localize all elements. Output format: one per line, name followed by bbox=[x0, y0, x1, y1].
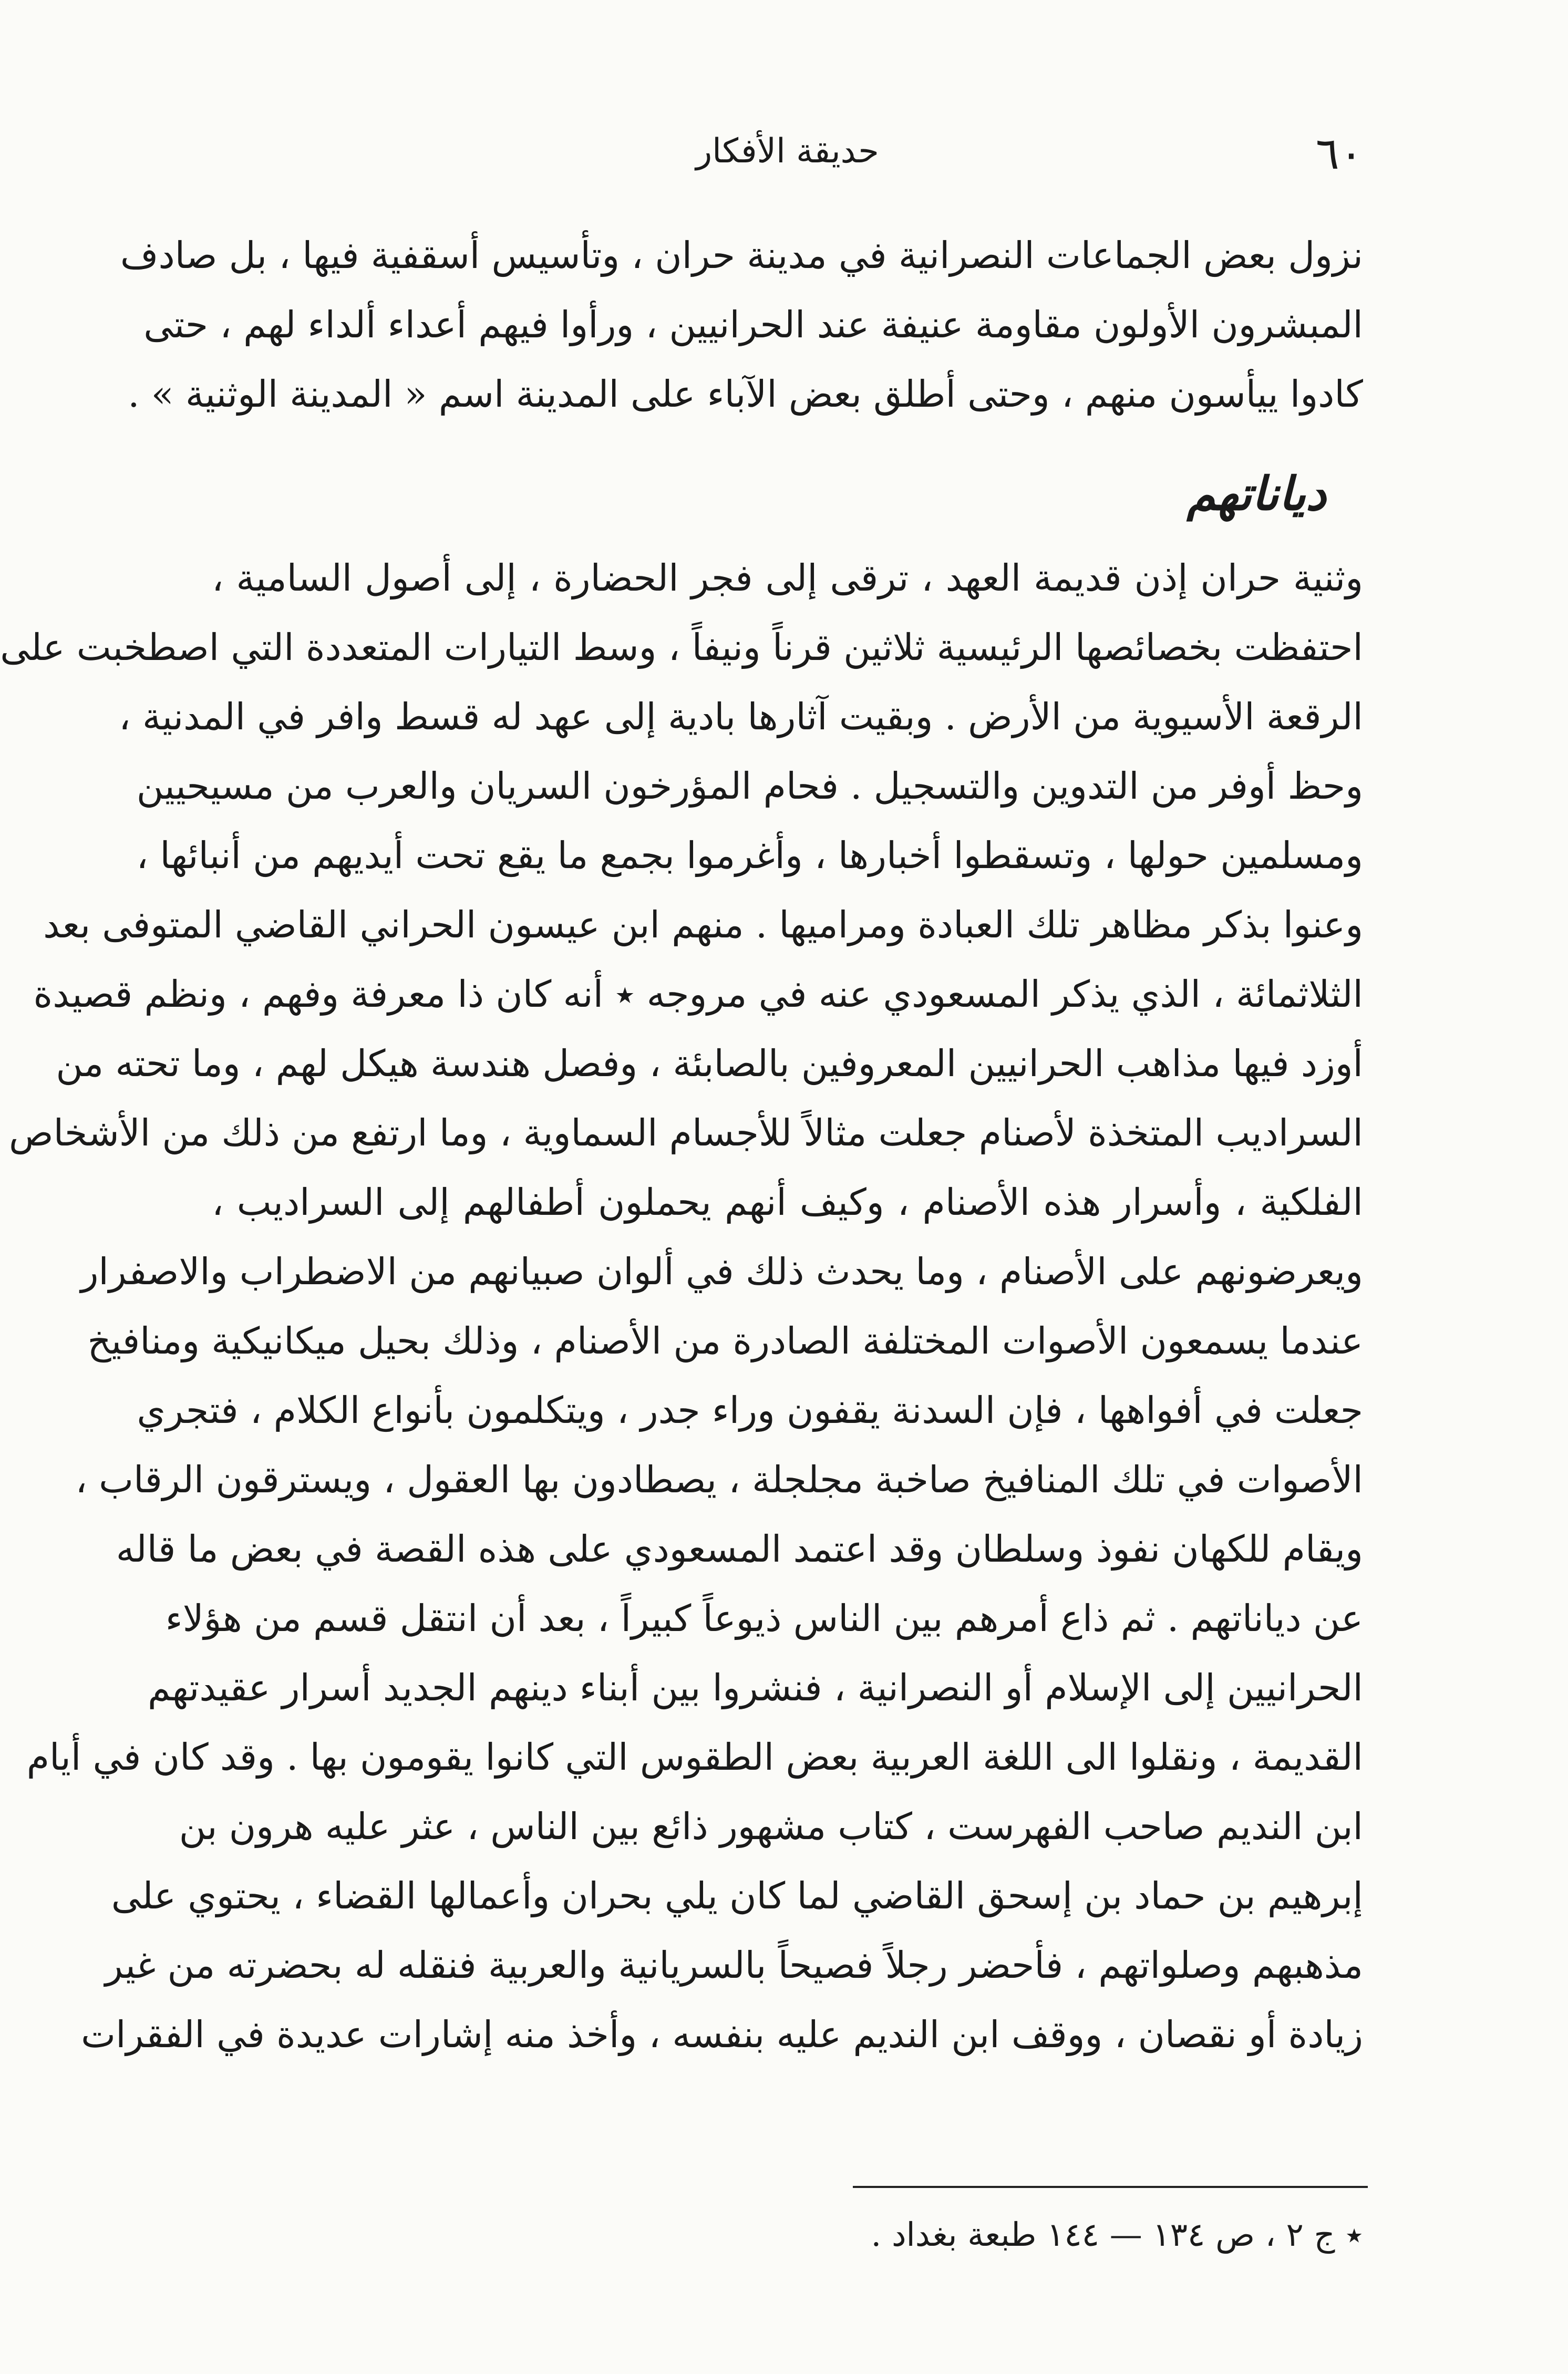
text-line: كادوا ييأسون منهم ، وحتى أطلق بعض الآباء على المدينة اسم « المدينة الوثنية » . bbox=[128, 373, 1363, 416]
text-line: أوزد فيها مذاهب الحرانيين المعروفين بالصابئة ، وفصل هندسة هيكل لهم ، وما تحته من bbox=[56, 1042, 1363, 1085]
text-line: زيادة أو نقصان ، ووقف ابن النديم عليه بنفسه ، وأخذ منه إشارات عديدة في الفقرات bbox=[81, 2013, 1363, 2056]
text-line: الأصوات في تلك المنافيخ صاخبة مجلجلة ، يصطادون بها العقول ، ويسترقون الرقاب ، bbox=[75, 1458, 1363, 1501]
text-line: الفلكية ، وأسرار هذه الأصنام ، وكيف أنهم يحملون أطفالهم إلى السراديب ، bbox=[212, 1181, 1363, 1224]
footnote-divider bbox=[853, 2186, 1368, 2188]
text-line: ويقام للكهان نفوذ وسلطان وقد اعتمد المسعودي على هذه القصة في بعض ما قاله bbox=[116, 1527, 1363, 1571]
text-line: ابن النديم صاحب الفهرست ، كتاب مشهور ذائع بين الناس ، عثر عليه هرون بن bbox=[179, 1805, 1363, 1848]
text-line: وعنوا بذكر مظاهر تلك العبادة ومراميها . منهم ابن عيسون الحراني القاضي المتوفى بعد bbox=[43, 903, 1363, 946]
text-line: وثنية حران إذن قديمة العهد ، ترقى إلى فجر الحضارة ، إلى أصول السامية ، bbox=[212, 556, 1363, 600]
text-line: ويعرضونهم على الأصنام ، وما يحدث ذلك في ألوان صبيانهم من الاضطراب والاصفرار bbox=[80, 1250, 1363, 1293]
page-header bbox=[212, 128, 1363, 189]
page-number: ٦٠ bbox=[1315, 128, 1363, 179]
text-line: الرقعة الأسيوية من الأرض . وبقيت آثارها بادية إلى عهد له قسط وافر في المدنية ، bbox=[119, 695, 1363, 738]
running-title: حديقة الأفكار bbox=[696, 132, 879, 171]
text-line: السراديب المتخذة لأصنام جعلت مثالاً للأجسام السماوية ، وما ارتفع من ذلك من الأشخاص bbox=[8, 1111, 1363, 1154]
text-line: القديمة ، ونقلوا الى اللغة العربية بعض الطقوس التي كانوا يقومون بها . وقد كان في أيام bbox=[26, 1736, 1363, 1779]
text-line: وحظ أوفر من التدوين والتسجيل . فحام المؤرخون السريان والعرب من مسيحيين bbox=[136, 765, 1363, 808]
main-text bbox=[0, 221, 1363, 2069]
footnote: ٭ ج ٢ ، ص ١٣٤ — ١٤٤ طبعة بغداد . bbox=[871, 2215, 1363, 2254]
text-line: عندما يسمعون الأصوات المختلفة الصادرة من الأصنام ، وذلك بحيل ميكانيكية ومنافيخ bbox=[87, 1319, 1363, 1363]
text-line: عن دياناتهم . ثم ذاع أمرهم بين الناس ذيوعاً كبيراً ، بعد أن انتقل قسم من هؤلاء bbox=[165, 1597, 1363, 1640]
text-line: الحرانيين إلى الإسلام أو النصرانية ، فنشروا بين أبناء دينهم الجديد أسرار عقيدتهم bbox=[148, 1666, 1363, 1709]
text-line: احتفظت بخصائصها الرئيسية ثلاثين قرناً ونيفاً ، وسط التيارات المتعددة التي اصطخبت على bbox=[0, 626, 1363, 669]
text-line: إبرهيم بن حماد بن إسحق القاضي لما كان يلي بحران وأعمالها القضاء ، يحتوي على bbox=[111, 1874, 1363, 1917]
text-line: نزول بعض الجماعات النصرانية في مدينة حران ، وتأسيس أسقفية فيها ، بل صادف bbox=[120, 234, 1363, 277]
text-line: مذهبهم وصلواتهم ، فأحضر رجلاً فصيحاً بالسريانية والعربية فنقله له بحضرته من غير bbox=[105, 1944, 1363, 1987]
text-line: الثلاثمائة ، الذي يذكر المسعودي عنه في مروجه ٭ أنه كان ذا معرفة وفهم ، ونظم قصيدة bbox=[33, 973, 1363, 1016]
text-line: ومسلمين حولها ، وتسقطوا أخبارها ، وأغرموا بجمع ما يقع تحت أيديهم من أنبائها ، bbox=[136, 834, 1363, 877]
text-line: جعلت في أفواهها ، فإن السدنة يقفون وراء جدر ، ويتكلمون بأنواع الكلام ، فتجري bbox=[137, 1389, 1363, 1432]
section-heading: دياناتهم bbox=[1187, 466, 1326, 521]
text-line: المبشرون الأولون مقاومة عنيفة عند الحرانيين ، ورأوا فيهم أعداء ألداء لهم ، حتى bbox=[143, 303, 1363, 346]
paragraph-gap bbox=[212, 429, 1363, 443]
